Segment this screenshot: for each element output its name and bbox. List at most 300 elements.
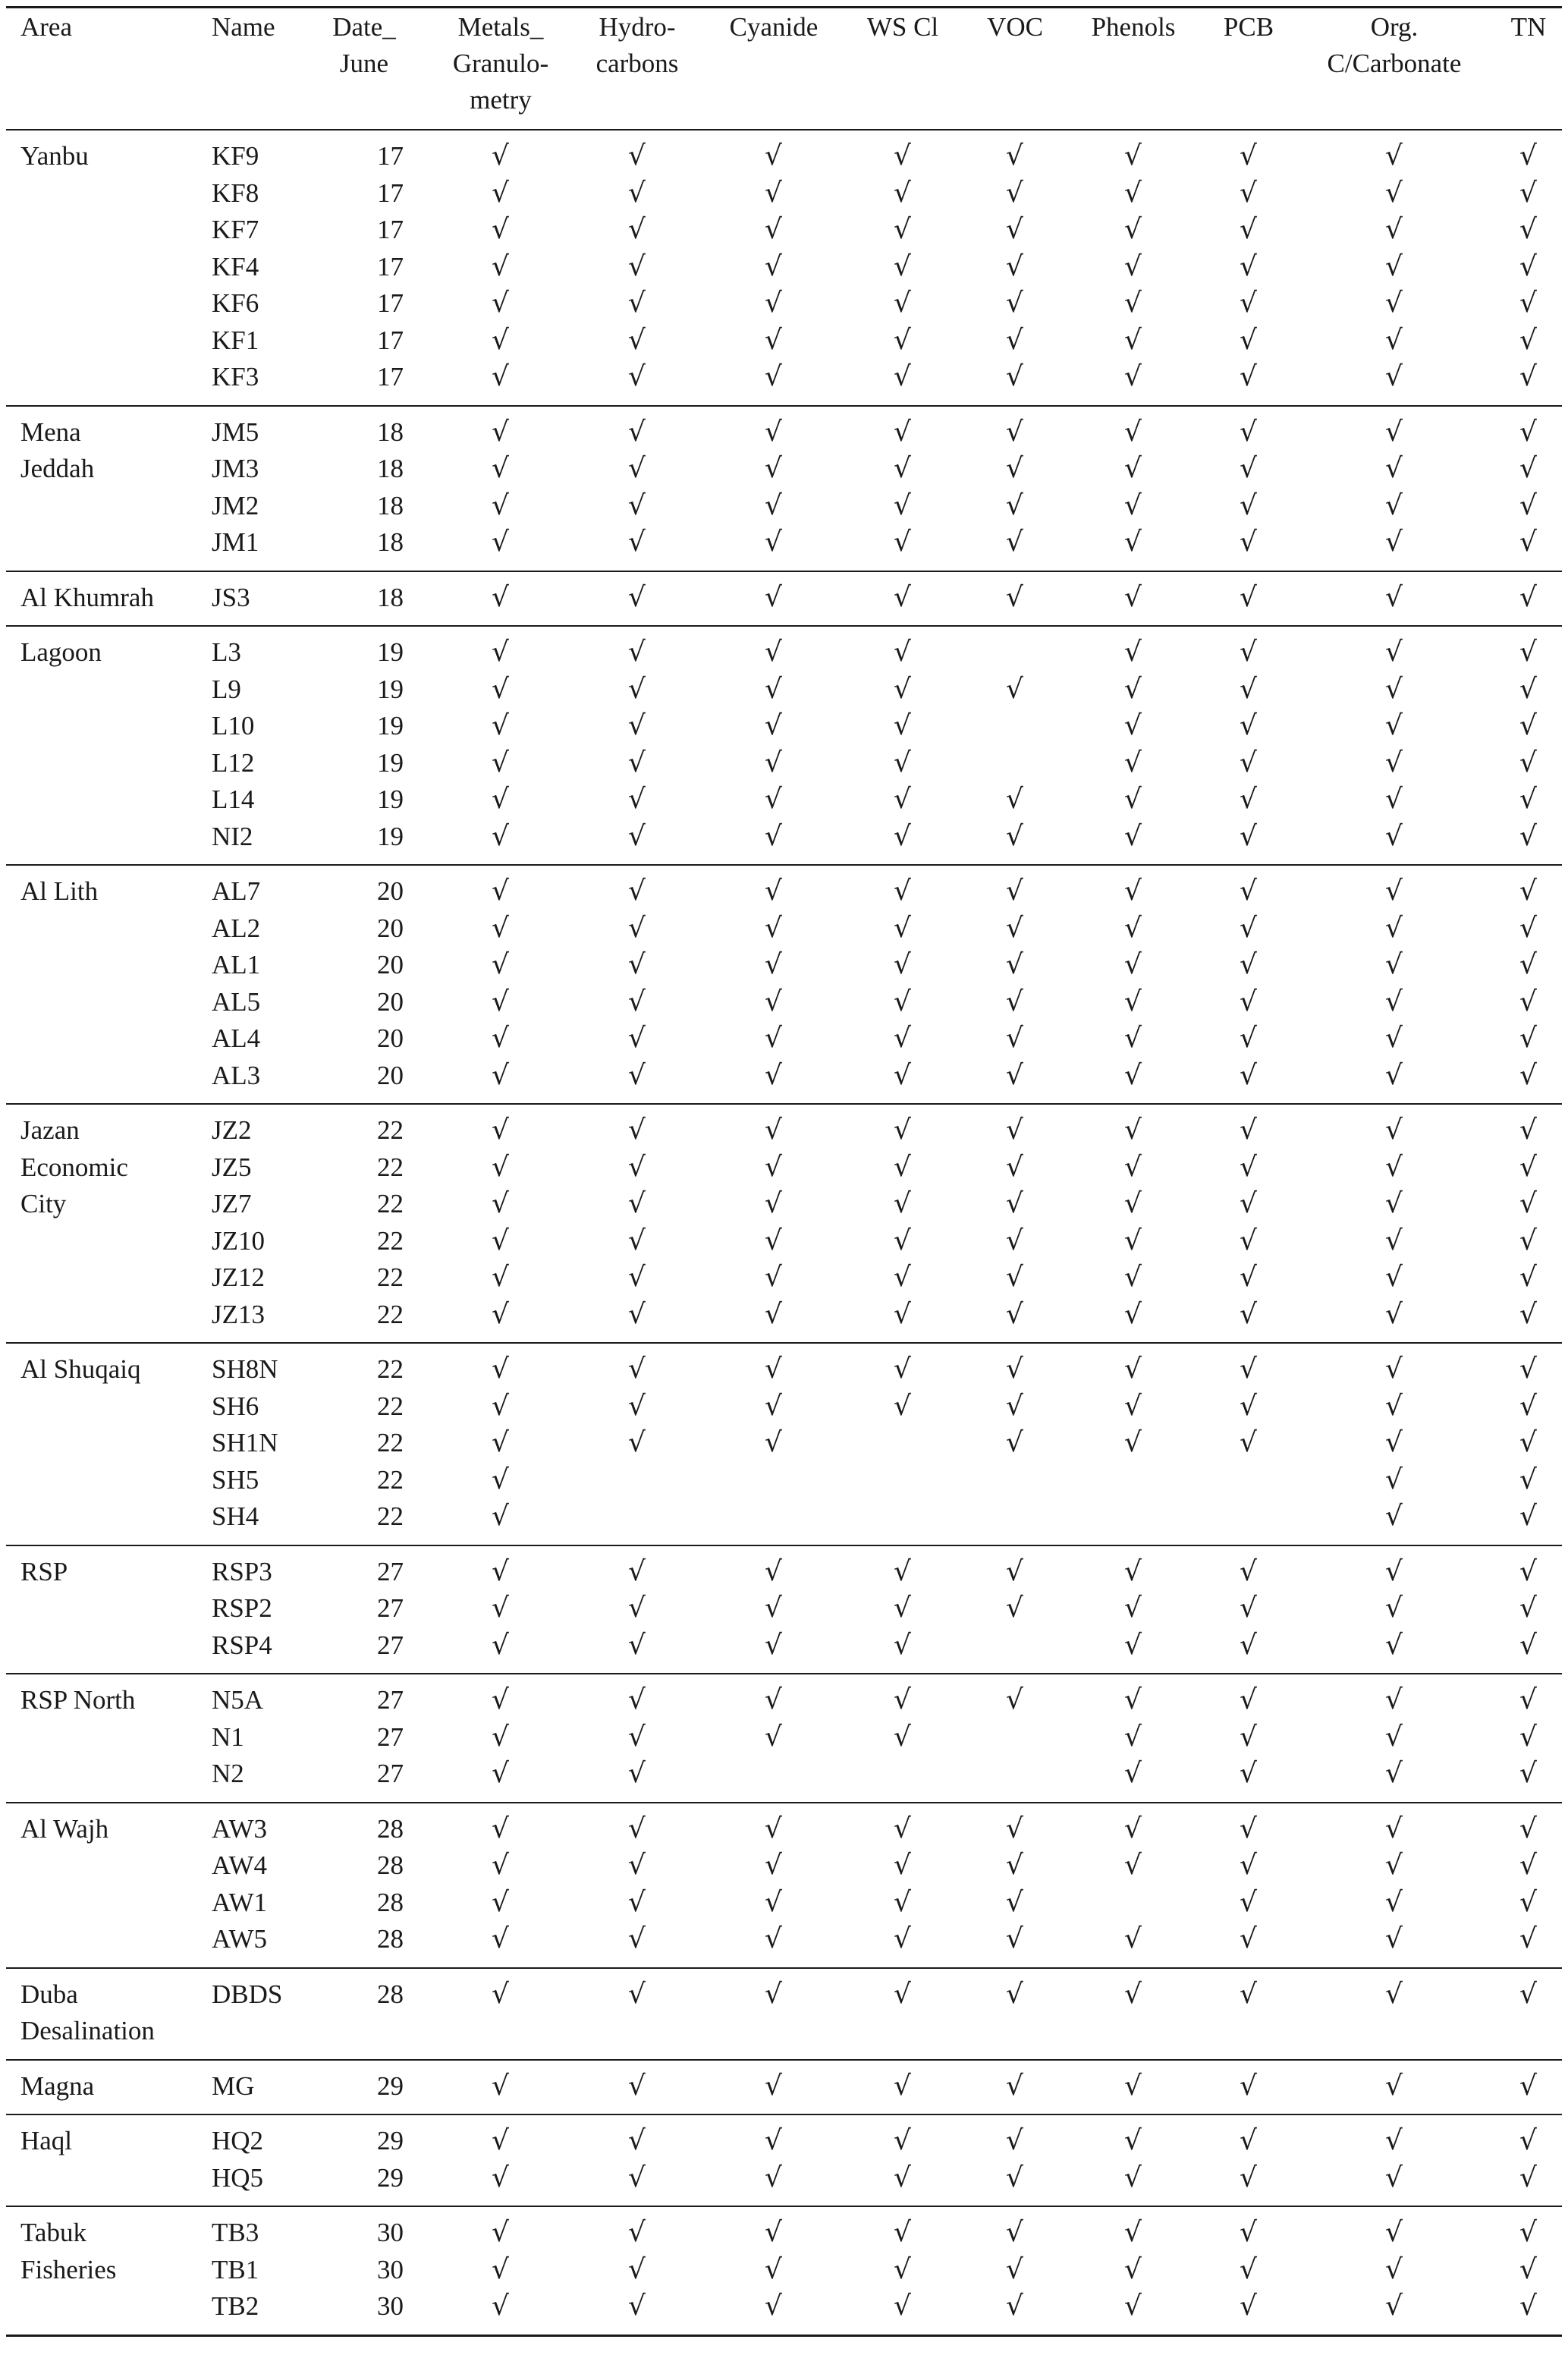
- check-mark-icon: √: [1240, 527, 1257, 558]
- station-name: KF6: [212, 288, 259, 318]
- check-mark-icon: √: [765, 1390, 782, 1422]
- check-mark-icon: √: [1385, 710, 1403, 741]
- check-mark-icon: √: [1385, 1684, 1403, 1715]
- check-mark-icon: √: [765, 1151, 782, 1183]
- check-mark-icon: √: [492, 1758, 509, 1789]
- check-mark-icon: √: [628, 820, 646, 852]
- sampling-date: 17: [377, 251, 404, 281]
- check-mark-icon: √: [894, 288, 911, 319]
- check-mark-icon: √: [1124, 710, 1142, 741]
- sampling-date: 29: [377, 2126, 404, 2155]
- check-mark-icon: √: [1124, 949, 1142, 980]
- column-header-line: VOC: [987, 12, 1043, 42]
- check-mark-icon: √: [765, 1684, 782, 1715]
- check-mark-icon: √: [492, 1886, 509, 1918]
- station-name: JZ13: [212, 1299, 265, 1329]
- check-mark-icon: √: [894, 820, 911, 852]
- check-mark-icon: √: [492, 949, 509, 980]
- check-mark-icon: √: [492, 2291, 509, 2322]
- station-name: JZ12: [212, 1262, 265, 1292]
- check-mark-icon: √: [628, 2070, 646, 2102]
- check-mark-icon: √: [1006, 324, 1023, 356]
- check-mark-icon: √: [1124, 1298, 1142, 1330]
- group-rule: [6, 2114, 1562, 2115]
- check-mark-icon: √: [628, 1758, 646, 1789]
- check-mark-icon: √: [1006, 2125, 1023, 2156]
- sampling-date: 22: [377, 1115, 404, 1145]
- check-mark-icon: √: [492, 1721, 509, 1753]
- check-mark-icon: √: [894, 140, 911, 171]
- check-mark-icon: √: [1124, 2162, 1142, 2193]
- station-name: N2: [212, 1759, 244, 1788]
- sampling-date: 22: [377, 1464, 404, 1495]
- check-mark-icon: √: [1006, 1850, 1023, 1881]
- check-mark-icon: √: [628, 2217, 646, 2248]
- column-header-line: Area: [20, 12, 73, 42]
- check-mark-icon: √: [1124, 784, 1142, 815]
- sampling-date: 22: [377, 1299, 404, 1329]
- check-mark-icon: √: [1385, 1721, 1403, 1753]
- station-name: AL7: [212, 876, 261, 906]
- check-mark-icon: √: [894, 581, 911, 613]
- check-mark-icon: √: [1124, 140, 1142, 171]
- check-mark-icon: √: [1124, 2291, 1142, 2322]
- check-mark-icon: √: [1385, 140, 1403, 171]
- area-label: Tabuk: [20, 2218, 86, 2247]
- column-header-line: Metals_: [457, 12, 544, 42]
- check-mark-icon: √: [1240, 1978, 1257, 2010]
- check-mark-icon: √: [1385, 1427, 1403, 1458]
- check-mark-icon: √: [765, 2291, 782, 2322]
- check-mark-icon: √: [628, 2253, 646, 2285]
- check-mark-icon: √: [1124, 1721, 1142, 1753]
- station-name: TB1: [212, 2254, 259, 2284]
- station-name: NI2: [212, 821, 253, 851]
- check-mark-icon: √: [1124, 1390, 1142, 1422]
- check-mark-icon: √: [1124, 747, 1142, 778]
- check-mark-icon: √: [1385, 2291, 1403, 2322]
- check-mark-icon: √: [1124, 324, 1142, 356]
- check-mark-icon: √: [1006, 1555, 1023, 1587]
- check-mark-icon: √: [765, 1813, 782, 1844]
- station-name: AL4: [212, 1023, 261, 1053]
- check-mark-icon: √: [765, 1923, 782, 1954]
- check-mark-icon: √: [1385, 2217, 1403, 2248]
- check-mark-icon: √: [765, 1593, 782, 1624]
- check-mark-icon: √: [1519, 177, 1537, 209]
- check-mark-icon: √: [1124, 1813, 1142, 1844]
- sampling-date: 19: [377, 674, 404, 704]
- check-mark-icon: √: [1240, 1115, 1257, 1146]
- check-mark-icon: √: [1124, 416, 1142, 448]
- check-mark-icon: √: [894, 453, 911, 484]
- check-mark-icon: √: [1240, 1850, 1257, 1881]
- check-mark-icon: √: [1124, 1758, 1142, 1789]
- check-mark-icon: √: [1385, 1813, 1403, 1844]
- station-name: AL5: [212, 986, 261, 1017]
- check-mark-icon: √: [492, 1354, 509, 1385]
- station-name: JM1: [212, 527, 259, 557]
- sampling-date: 18: [377, 490, 404, 520]
- station-name: JZ5: [212, 1152, 252, 1182]
- check-mark-icon: √: [1124, 1629, 1142, 1661]
- check-mark-icon: √: [1240, 1262, 1257, 1293]
- check-mark-icon: √: [765, 1115, 782, 1146]
- check-mark-icon: √: [1385, 2070, 1403, 2102]
- sampling-date: 27: [377, 1721, 404, 1752]
- check-mark-icon: √: [894, 214, 911, 245]
- check-mark-icon: √: [492, 1023, 509, 1054]
- check-mark-icon: √: [894, 1555, 911, 1587]
- check-mark-icon: √: [1240, 1593, 1257, 1624]
- check-mark-icon: √: [1006, 1225, 1023, 1256]
- sampling-date: 20: [377, 1060, 404, 1090]
- check-mark-icon: √: [1519, 288, 1537, 319]
- check-mark-icon: √: [1519, 1923, 1537, 1954]
- header-rule: [6, 129, 1562, 130]
- group-rule: [6, 1103, 1562, 1105]
- check-mark-icon: √: [765, 1023, 782, 1054]
- check-mark-icon: √: [765, 250, 782, 282]
- check-mark-icon: √: [765, 1629, 782, 1661]
- check-mark-icon: √: [1006, 581, 1023, 613]
- sampling-date: 30: [377, 2291, 404, 2321]
- check-mark-icon: √: [894, 2070, 911, 2102]
- sampling-date: 18: [377, 454, 404, 483]
- check-mark-icon: √: [894, 1023, 911, 1054]
- check-mark-icon: √: [1385, 1850, 1403, 1881]
- check-mark-icon: √: [1240, 1225, 1257, 1256]
- check-mark-icon: √: [1006, 986, 1023, 1017]
- check-mark-icon: √: [1240, 1629, 1257, 1661]
- check-mark-icon: √: [492, 1059, 509, 1091]
- check-mark-icon: √: [765, 912, 782, 944]
- check-mark-icon: √: [1519, 1501, 1537, 1532]
- check-mark-icon: √: [628, 2291, 646, 2322]
- check-mark-icon: √: [492, 2217, 509, 2248]
- check-mark-icon: √: [1385, 1151, 1403, 1183]
- check-mark-icon: √: [1385, 489, 1403, 521]
- check-mark-icon: √: [1519, 1354, 1537, 1385]
- check-mark-icon: √: [1240, 747, 1257, 778]
- area-label: Duba: [20, 1979, 78, 2009]
- check-mark-icon: √: [1519, 2125, 1537, 2156]
- check-mark-icon: √: [1124, 288, 1142, 319]
- check-mark-icon: √: [1519, 140, 1537, 171]
- check-mark-icon: √: [1240, 637, 1257, 668]
- check-mark-icon: √: [1519, 912, 1537, 944]
- check-mark-icon: √: [628, 710, 646, 741]
- check-mark-icon: √: [765, 581, 782, 613]
- group-rule: [6, 1967, 1562, 1969]
- check-mark-icon: √: [1006, 250, 1023, 282]
- check-mark-icon: √: [1240, 324, 1257, 356]
- check-mark-icon: √: [1124, 1354, 1142, 1385]
- check-mark-icon: √: [765, 2253, 782, 2285]
- check-mark-icon: √: [1240, 214, 1257, 245]
- check-mark-icon: √: [894, 1390, 911, 1422]
- check-mark-icon: √: [628, 1813, 646, 1844]
- column-header-line: TN: [1510, 12, 1547, 42]
- group-rule: [6, 1342, 1562, 1344]
- check-mark-icon: √: [1240, 1555, 1257, 1587]
- check-mark-icon: √: [1124, 214, 1142, 245]
- check-mark-icon: √: [894, 1684, 911, 1715]
- check-mark-icon: √: [1006, 140, 1023, 171]
- station-name: RSP3: [212, 1556, 272, 1586]
- area-label: Haql: [20, 2126, 73, 2155]
- check-mark-icon: √: [894, 949, 911, 980]
- station-name: KF1: [212, 325, 259, 355]
- sampling-date: 18: [377, 582, 404, 612]
- check-mark-icon: √: [1124, 1427, 1142, 1458]
- check-mark-icon: √: [1124, 250, 1142, 282]
- station-name: HQ2: [212, 2126, 264, 2155]
- check-mark-icon: √: [1385, 1354, 1403, 1385]
- check-mark-icon: √: [894, 1923, 911, 1954]
- check-mark-icon: √: [1240, 1886, 1257, 1918]
- check-mark-icon: √: [628, 527, 646, 558]
- check-mark-icon: √: [628, 912, 646, 944]
- station-name: AW3: [212, 1813, 268, 1844]
- check-mark-icon: √: [628, 1593, 646, 1624]
- check-mark-icon: √: [1006, 453, 1023, 484]
- area-label: Al Lith: [20, 876, 99, 906]
- check-mark-icon: √: [765, 637, 782, 668]
- group-rule: [6, 2206, 1562, 2207]
- area-label: Jazan: [20, 1115, 80, 1145]
- check-mark-icon: √: [1006, 2162, 1023, 2193]
- station-name: KF3: [212, 362, 259, 391]
- check-mark-icon: √: [492, 1978, 509, 2010]
- check-mark-icon: √: [1385, 986, 1403, 1017]
- check-mark-icon: √: [894, 1593, 911, 1624]
- sampling-date: 22: [377, 1189, 404, 1218]
- sampling-date: 27: [377, 1556, 404, 1586]
- check-mark-icon: √: [1006, 1684, 1023, 1715]
- check-mark-icon: √: [894, 912, 911, 944]
- check-mark-icon: √: [1006, 1023, 1023, 1054]
- check-mark-icon: √: [628, 453, 646, 484]
- check-mark-icon: √: [1240, 1758, 1257, 1789]
- check-mark-icon: √: [894, 324, 911, 356]
- check-mark-icon: √: [765, 177, 782, 209]
- check-mark-icon: √: [765, 1978, 782, 2010]
- check-mark-icon: √: [1124, 2217, 1142, 2248]
- check-mark-icon: √: [1519, 710, 1537, 741]
- check-mark-icon: √: [894, 784, 911, 815]
- check-mark-icon: √: [1385, 784, 1403, 815]
- station-name: L3: [212, 637, 241, 667]
- check-mark-icon: √: [1240, 416, 1257, 448]
- check-mark-icon: √: [1519, 2070, 1537, 2102]
- check-mark-icon: √: [628, 747, 646, 778]
- check-mark-icon: √: [765, 214, 782, 245]
- sampling-date: 19: [377, 784, 404, 814]
- check-mark-icon: √: [765, 324, 782, 356]
- check-mark-icon: √: [1385, 1555, 1403, 1587]
- check-mark-icon: √: [492, 324, 509, 356]
- check-mark-icon: √: [1240, 1151, 1257, 1183]
- sampling-date: 27: [377, 1685, 404, 1715]
- sampling-date: 19: [377, 637, 404, 667]
- station-name: HQ5: [212, 2162, 264, 2193]
- check-mark-icon: √: [1240, 784, 1257, 815]
- check-mark-icon: √: [1385, 673, 1403, 705]
- check-mark-icon: √: [1240, 1188, 1257, 1219]
- sampling-date: 27: [377, 1759, 404, 1788]
- check-mark-icon: √: [1124, 1151, 1142, 1183]
- check-mark-icon: √: [1519, 416, 1537, 448]
- check-mark-icon: √: [492, 820, 509, 852]
- check-mark-icon: √: [628, 1684, 646, 1715]
- station-name: RSP4: [212, 1630, 272, 1660]
- area-label: City: [20, 1189, 67, 1218]
- check-mark-icon: √: [765, 1354, 782, 1385]
- check-mark-icon: √: [1006, 876, 1023, 907]
- check-mark-icon: √: [1385, 288, 1403, 319]
- station-name: SH6: [212, 1391, 259, 1421]
- check-mark-icon: √: [492, 2125, 509, 2156]
- check-mark-icon: √: [628, 1923, 646, 1954]
- top-rule: [6, 6, 1562, 8]
- check-mark-icon: √: [1240, 1354, 1257, 1385]
- check-mark-icon: √: [765, 747, 782, 778]
- check-mark-icon: √: [628, 1115, 646, 1146]
- check-mark-icon: √: [492, 1923, 509, 1954]
- check-mark-icon: √: [1006, 1262, 1023, 1293]
- group-rule: [6, 625, 1562, 627]
- check-mark-icon: √: [1385, 1059, 1403, 1091]
- sampling-date: 22: [377, 1152, 404, 1182]
- check-mark-icon: √: [1519, 1978, 1537, 2010]
- check-mark-icon: √: [1240, 2125, 1257, 2156]
- check-mark-icon: √: [1124, 2253, 1142, 2285]
- station-name: AW5: [212, 1924, 268, 1954]
- group-rule: [6, 1545, 1562, 1546]
- check-mark-icon: √: [765, 140, 782, 171]
- area-label: Magna: [20, 2070, 95, 2101]
- check-mark-icon: √: [492, 986, 509, 1017]
- check-mark-icon: √: [492, 1262, 509, 1293]
- station-name: JM5: [212, 417, 259, 447]
- check-mark-icon: √: [765, 489, 782, 521]
- check-mark-icon: √: [894, 2125, 911, 2156]
- check-mark-icon: √: [1385, 581, 1403, 613]
- sampling-date: 28: [377, 1924, 404, 1954]
- check-mark-icon: √: [492, 416, 509, 448]
- check-mark-icon: √: [894, 2253, 911, 2285]
- station-name: JM3: [212, 454, 259, 483]
- check-mark-icon: √: [1385, 1262, 1403, 1293]
- column-header-line: metry: [470, 85, 532, 115]
- check-mark-icon: √: [765, 673, 782, 705]
- column-header-line: Cyanide: [729, 12, 819, 42]
- check-mark-icon: √: [628, 673, 646, 705]
- check-mark-icon: √: [894, 1721, 911, 1753]
- group-rule: [6, 2059, 1562, 2061]
- check-mark-icon: √: [1124, 1555, 1142, 1587]
- sampling-date: 18: [377, 417, 404, 447]
- area-label: Lagoon: [20, 637, 102, 667]
- check-mark-icon: √: [1519, 876, 1537, 907]
- check-mark-icon: √: [628, 324, 646, 356]
- sampling-date: 17: [377, 362, 404, 391]
- check-mark-icon: √: [894, 2291, 911, 2322]
- check-mark-icon: √: [1006, 1151, 1023, 1183]
- check-mark-icon: √: [628, 1151, 646, 1183]
- check-mark-icon: √: [1124, 912, 1142, 944]
- sampling-date: 19: [377, 747, 404, 778]
- check-mark-icon: √: [1385, 637, 1403, 668]
- check-mark-icon: √: [1240, 250, 1257, 282]
- check-mark-icon: √: [1124, 1262, 1142, 1293]
- check-mark-icon: √: [492, 140, 509, 171]
- check-mark-icon: √: [765, 784, 782, 815]
- check-mark-icon: √: [628, 1427, 646, 1458]
- check-mark-icon: √: [1519, 1262, 1537, 1293]
- check-mark-icon: √: [492, 637, 509, 668]
- check-mark-icon: √: [765, 361, 782, 392]
- check-mark-icon: √: [894, 2217, 911, 2248]
- check-mark-icon: √: [492, 1298, 509, 1330]
- column-header-area: [20, 9, 72, 46]
- check-mark-icon: √: [1519, 250, 1537, 282]
- check-mark-icon: √: [765, 1721, 782, 1753]
- area-label: Al Wajh: [20, 1813, 109, 1844]
- sampling-date: 28: [377, 1979, 404, 2009]
- check-mark-icon: √: [1519, 1298, 1537, 1330]
- check-mark-icon: √: [1006, 1978, 1023, 2010]
- check-mark-icon: √: [1519, 2253, 1537, 2285]
- area-label: Desalination: [20, 2016, 155, 2045]
- sampling-date: 19: [377, 821, 404, 851]
- check-mark-icon: √: [1385, 1115, 1403, 1146]
- check-mark-icon: √: [492, 912, 509, 944]
- check-mark-icon: √: [1124, 1225, 1142, 1256]
- check-mark-icon: √: [1240, 1684, 1257, 1715]
- check-mark-icon: √: [1124, 637, 1142, 668]
- sampling-date: 19: [377, 711, 404, 740]
- check-mark-icon: √: [1240, 673, 1257, 705]
- group-rule: [6, 405, 1562, 407]
- check-mark-icon: √: [1385, 250, 1403, 282]
- bottom-rule: [6, 2335, 1562, 2337]
- check-mark-icon: √: [628, 177, 646, 209]
- check-mark-icon: √: [1240, 986, 1257, 1017]
- station-name: L9: [212, 674, 241, 704]
- column-header-line: WS Cl: [866, 12, 939, 42]
- check-mark-icon: √: [492, 527, 509, 558]
- check-mark-icon: √: [1385, 1923, 1403, 1954]
- check-mark-icon: √: [1124, 527, 1142, 558]
- sampling-date: 22: [377, 1262, 404, 1292]
- check-mark-icon: √: [1519, 1390, 1537, 1422]
- check-mark-icon: √: [628, 250, 646, 282]
- check-mark-icon: √: [1006, 1354, 1023, 1385]
- check-mark-icon: √: [1240, 820, 1257, 852]
- group-rule: [6, 1673, 1562, 1674]
- check-mark-icon: √: [628, 1978, 646, 2010]
- station-name: AL3: [212, 1060, 261, 1090]
- check-mark-icon: √: [1385, 1023, 1403, 1054]
- check-mark-icon: √: [628, 1023, 646, 1054]
- sampling-date: 30: [377, 2218, 404, 2247]
- check-mark-icon: √: [765, 949, 782, 980]
- column-header-line: June: [339, 49, 389, 78]
- station-name: RSP2: [212, 1593, 272, 1623]
- station-name: L14: [212, 784, 255, 814]
